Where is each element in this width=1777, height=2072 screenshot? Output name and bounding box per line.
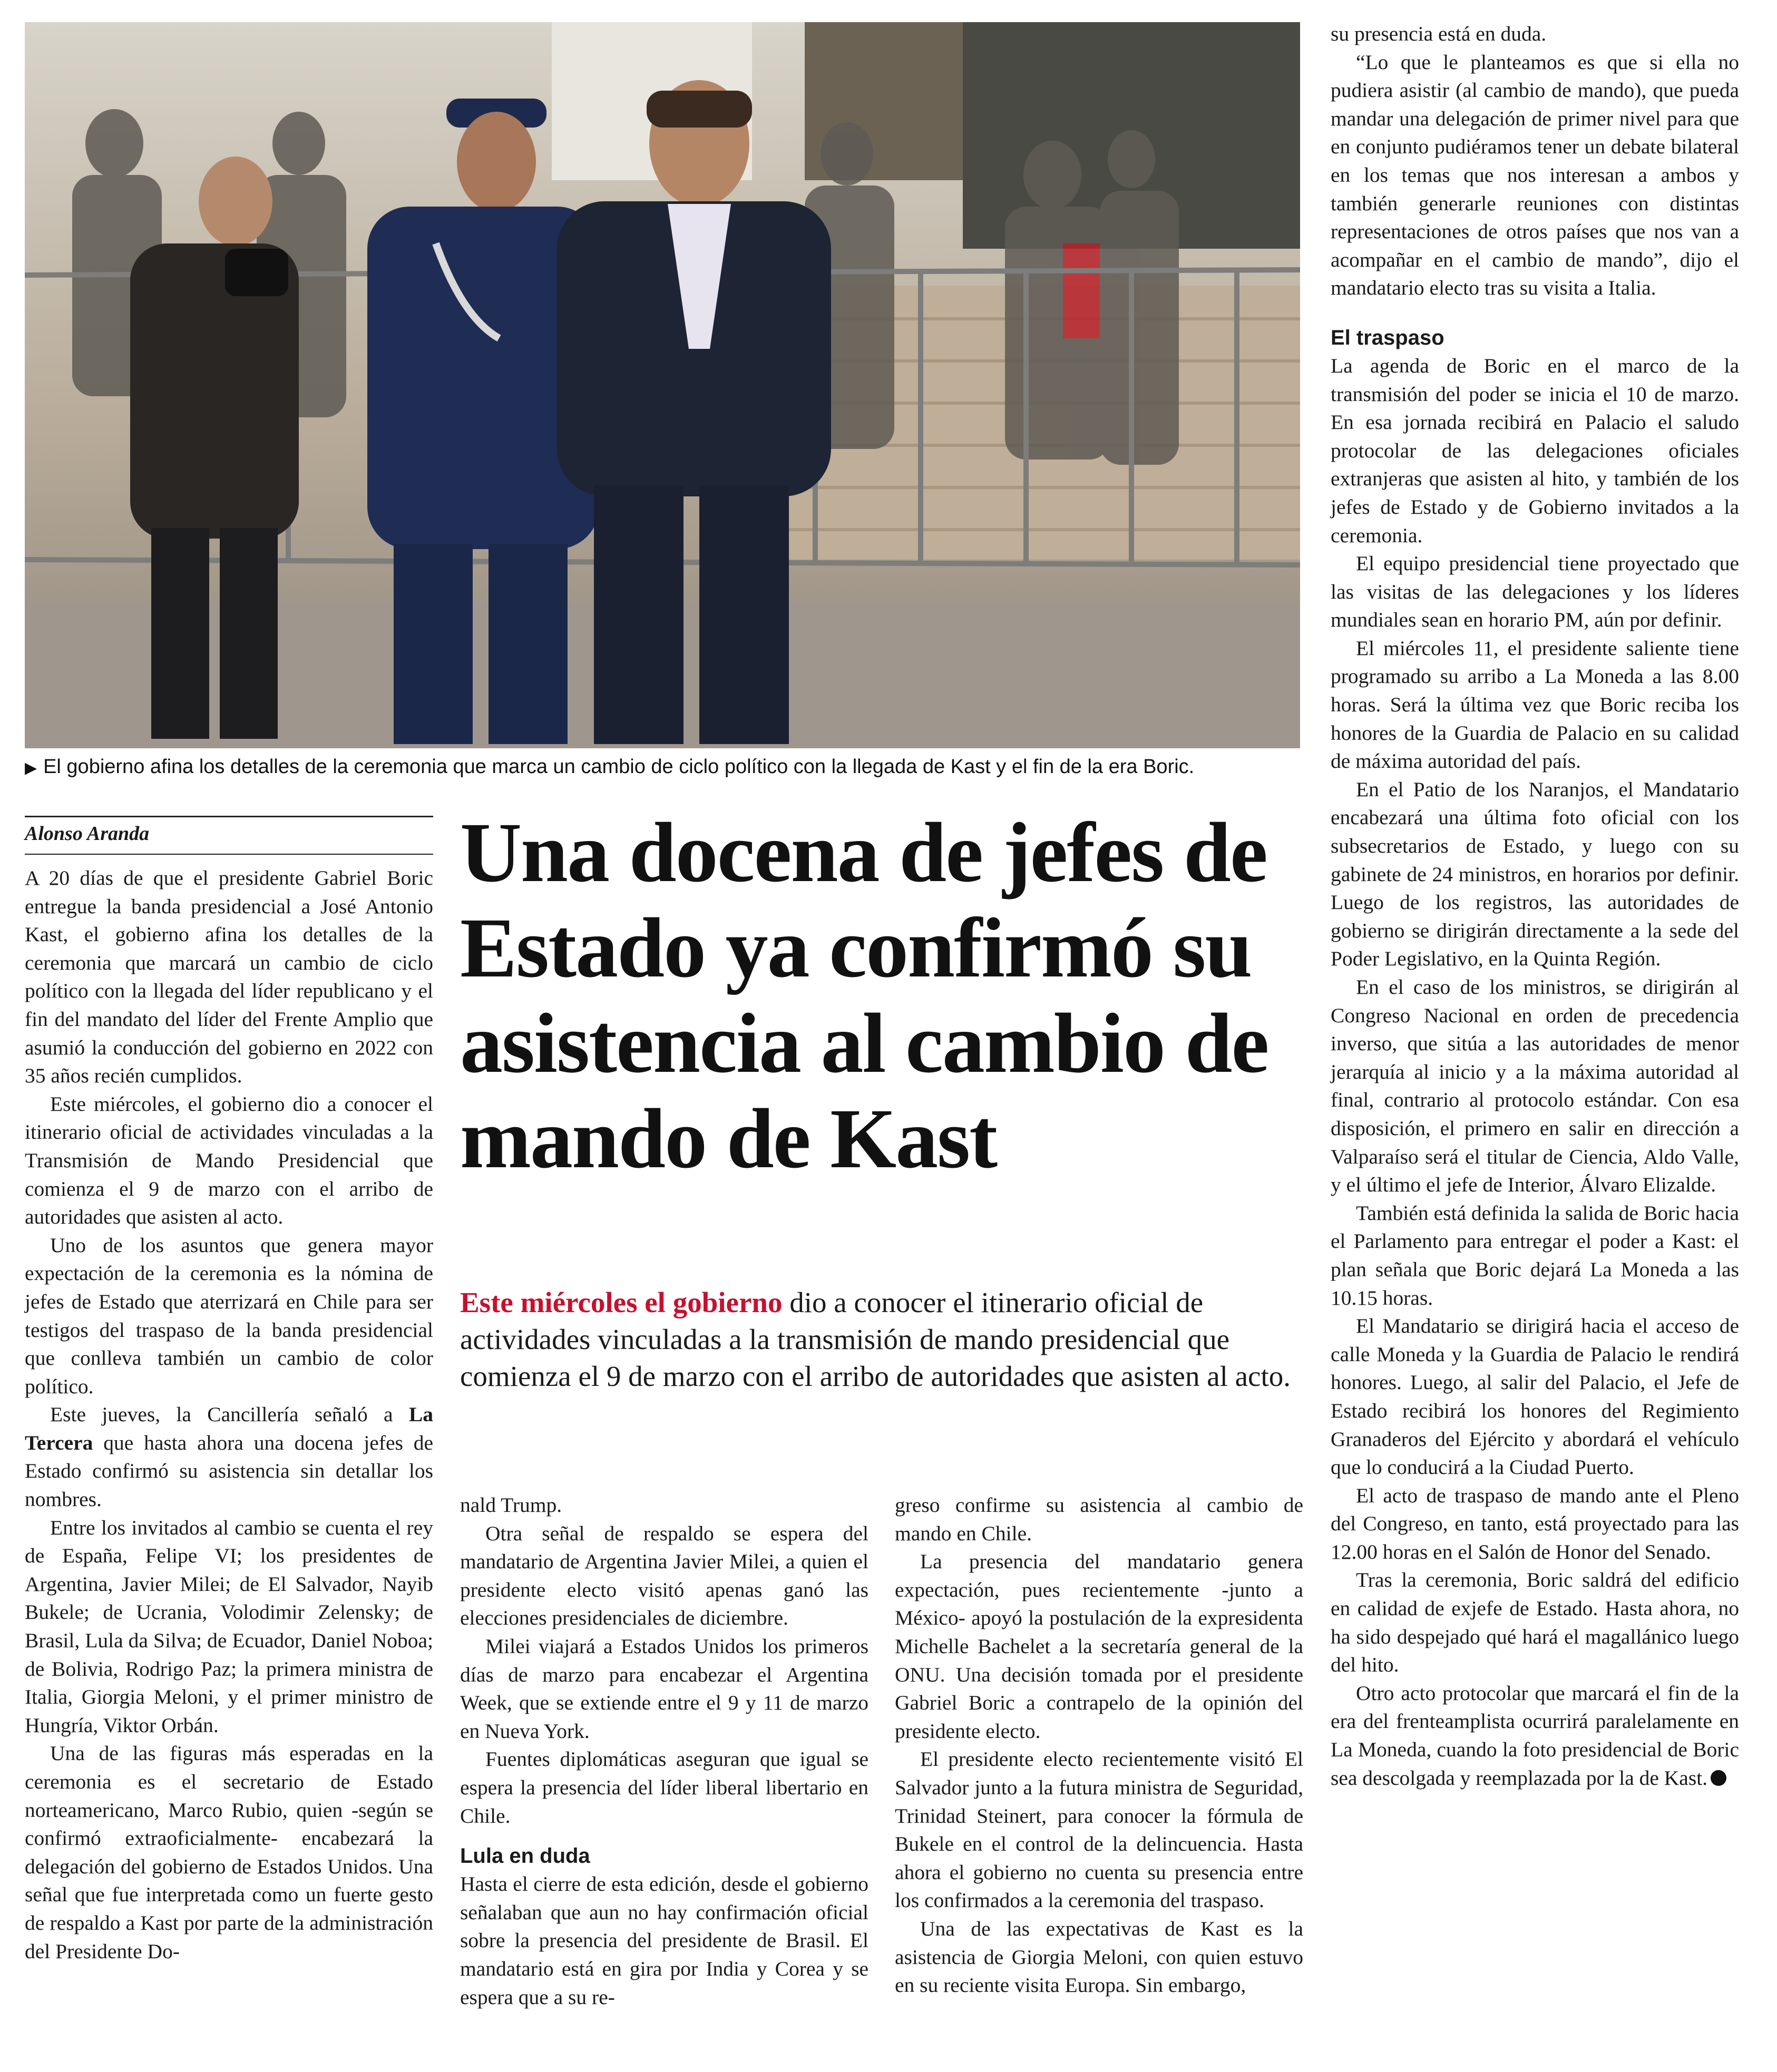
col4-paragraph-8: También está definida la salida de Boric hacia el Parlamento para entregar el poder a Kast: el plan señala que Boric dejará La Moneda a las 10.15 horas. — [1331, 1201, 1739, 1309]
col4-paragraph-1: su presencia está en duda. — [1331, 22, 1547, 45]
headline: Una docena de jefes de Estado ya confirmó su asistencia al cambio de mando de Kast — [460, 806, 1268, 1186]
lead-text: dio a conocer el itinerario oficial de actividades vinculadas a la transmisión de mando presidencial que comienza el 9 de marzo con el arribo de autoridades que asisten al acto. — [460, 1286, 1291, 1392]
column-3 — [895, 1491, 1303, 2000]
col1-paragraph-5: Entre los invitados al cambio se cuenta el rey de España, Felipe VI; los presidentes de Argentina, Javier Milei; de El Salvador, Nayib Bukele; de Ucrania, Volodimir Zelensky; de Brasil, Lula da Silva; de Ecuador, Daniel Noboa; de Bolivia, Rodrigo Paz; la primera ministra de Italia, Giorgia Meloni, y el primer ministro de Hungría, Viktor Orbán. — [25, 1516, 433, 1737]
col1-paragraph-2: Este miércoles, el gobierno dio a conocer el itinerario oficial de actividades vinculadas a la Transmisión de Mando Presidencial que comienza el 9 de marzo con el arribo de autoridades que asisten al acto. — [25, 1092, 433, 1229]
col1-paragraph-4 — [25, 1401, 433, 1513]
end-of-article-icon — [1711, 1770, 1726, 1786]
photo-caption — [25, 752, 1305, 783]
col2-paragraph-3: Milei viajará a Estados Unidos los primeros días de marzo para encabezar el Argentina Week, que se extiende entre el 9 y 11 de marzo en Nueva York. — [460, 1634, 868, 1743]
col4-paragraph-3: La agenda de Boric en el marco de la transmisión del poder se inicia el 10 de marzo. En esa jornada recibirá en Palacio el saludo protocolar de las delegaciones oficiales extranjeras que asisten al hito, y también de los jefes de Estado y de Gobierno invitados a la ceremonia. — [1331, 354, 1739, 547]
newspaper-name: La Tercera — [25, 1403, 433, 1454]
col4-paragraph-9: El Mandatario se dirigirá hacia el acceso de calle Moneda y la Guardia de Palacio le rendirá honores. Luego, al salir del Palacio, el Jefe de Estado recibirá los honores del Regimiento Granaderos del Ejército y abordará el vehículo que lo conducirá a la Ciudad Puerto. — [1331, 1314, 1739, 1479]
column-2 — [460, 1491, 868, 2011]
col3-paragraph-1: greso confirme su asistencia al cambio de mando en Chile. — [895, 1493, 1303, 1545]
subhead-traspaso: El traspaso — [1331, 326, 1444, 349]
col4-paragraph-11: Tras la ceremonia, Boric saldrá del edificio en calidad de exjefe de Estado. Hasta ahora, no ha sido despejado qué hará el magallánico luego del hito. — [1331, 1568, 1739, 1677]
col1-paragraph-6: Una de las figuras más esperadas en la ceremonia es el secretario de Estado norteamericano, Marco Rubio, quien -según se confirmó extraoficialmente- encabezará la delegación del gobierno de Estados Unidos. Una señal que fue interpretada como un fuerte gesto de respaldo a Kast por parte de la administración del Presidente Do- — [25, 1742, 433, 1963]
byline: Alonso Aranda — [25, 823, 150, 845]
col3-paragraph-2: La presencia del mandatario genera expectación, pues recientemente -junto a México- apoyó la postulación de la expresidenta Michelle Bachelet a la secretaría general de la ONU. Una decisión tomada por el presidente Gabriel Boric a contrapelo de la opinión del presidente electo. — [895, 1550, 1303, 1743]
lead-paragraph — [460, 1284, 1303, 1395]
col1-p4-text-c: que hasta ahora una docena jefes de Estado confirmó su asistencia sin detallar los nombres. — [25, 1431, 433, 1511]
col4-paragraph-5: El miércoles 11, el presidente saliente tiene programado su arribo a La Moneda a las 8.00 horas. Será la última vez que Boric reciba los honores de la Guardia de Palacio en su calidad de máxima autoridad del país. — [1331, 636, 1739, 773]
col4-paragraph-7: En el caso de los ministros, se dirigirán al Congreso Nacional en orden de precedencia inverso, que sitúa a las autoridades de menor jerarquía al inicio y a la máxima autoridad al final, contrario al protocolo estándar. Con esa disposición, el primero en salir en dirección a Valparaíso será el titular de Ciencia, Aldo Valle, y el último el jefe de Interior, Álvaro Elizalde. — [1331, 975, 1739, 1197]
col4-p12-text: Otro acto protocolar que marcará el fin de la era del frenteamplista ocurrirá paralelamente en La Moneda, cuando la foto presidencial de Boric sea descolgada y reemplazada por la de Kast. — [1331, 1681, 1739, 1790]
column-4 — [1331, 20, 1739, 1792]
col4-paragraph-6: En el Patio de los Naranjos, el Mandatario encabezará una última foto oficial con los subsecretarios de Estado, y luego con su gabinete de 24 ministros, en horarios por definir. Luego de los registros, las autoridades de gobierno se dirigirán directamente a la sede del Poder Legislativo, en la Quinta Región. — [1331, 777, 1739, 971]
col4-paragraph-2: “Lo que le planteamos es que si ella no pudiera asistir (al cambio de mando), que pueda mandar una delegación de primer nivel para que en conjunto pudiéramos tener un debate bilateral en los temas que nos interesan a ambos y también generarle reuniones con distintas representaciones de otros países que nos van a acompañar en el cambio de mando”, dijo el mandatario electo tras su visita a Italia. — [1331, 50, 1739, 300]
caption-text: El gobierno afina los detalles de la ceremonia que marca un cambio de ciclo político con la llegada de Kast y el fin de la era Boric. — [43, 756, 1195, 778]
photo-illustration — [25, 22, 1300, 748]
col1-p4-text-a: Este jueves, la Cancillería señaló a — [50, 1403, 409, 1426]
col2-paragraph-5: Hasta el cierre de esta edición, desde el gobierno señalaban que aun no hay confirmación oficial sobre la presencia del presidente de Brasil. El mandatario está en gira por India y Corea y se espera que a su re- — [460, 1872, 868, 2009]
subhead-lula: Lula en duda — [460, 1844, 590, 1868]
col1-paragraph-1: A 20 días de que el presidente Gabriel Boric entregue la banda presidencial a José Antonio Kast, el gobierno afina los detalles de la ceremonia que marcará un cambio de ciclo político con la llegada del líder republicano y el fin del mandato del líder del Frente Amplio que asumió la conducción del gobierno en 2022 con 35 años recién cumplidos. — [25, 866, 433, 1088]
col4-paragraph-12 — [1331, 1679, 1739, 1792]
col3-paragraph-3: El presidente electo recientemente visitó El Salvador junto a la futura ministra de Seguridad, Trinidad Steinert, para conocer la fórmula de Bukele en el control de la delincuencia. Hasta ahora el gobierno no cuenta su presencia entre los confirmados a la ceremonia del traspaso. — [895, 1747, 1303, 1912]
col2-paragraph-2: Otra señal de respaldo se espera del mandatario de Argentina Javier Milei, a quien el presidente electo visitó apenas ganó las elecciones presidenciales de diciembre. — [460, 1521, 868, 1630]
news-photo — [25, 22, 1300, 748]
column-1 — [25, 864, 433, 1966]
col2-paragraph-1: nald Trump. — [460, 1493, 562, 1517]
caption-arrow-icon: ▶ — [25, 759, 37, 777]
col4-paragraph-4: El equipo presidencial tiene proyectado que las visitas de las delegaciones y los líderes mundiales sean en horario PM, aún por definir. — [1331, 552, 1739, 632]
lead-highlight: Este miércoles el gobierno — [460, 1286, 783, 1318]
byline-rule-top — [25, 816, 433, 817]
col2-paragraph-4: Fuentes diplomáticas aseguran que igual se espera la presencia del líder liberal libertario en Chile. — [460, 1747, 868, 1827]
col1-paragraph-3: Uno de los asuntos que genera mayor expectación de la ceremonia es la nómina de jefes de Estado que aterrizará en Chile para ser testigos del traspaso de la banda presidencial que conlleva también un cambio de color político. — [25, 1233, 433, 1398]
col4-paragraph-10: El acto de traspaso de mando ante el Pleno del Congreso, en tanto, está proyectado para las 12.00 horas en el Salón de Honor del Senado. — [1331, 1483, 1739, 1563]
col3-paragraph-4: Una de las expectativas de Kast es la asistencia de Giorgia Meloni, con quien estuvo en su reciente visita Europa. Sin embargo, — [895, 1917, 1303, 1997]
byline-rule-bottom — [25, 854, 433, 855]
